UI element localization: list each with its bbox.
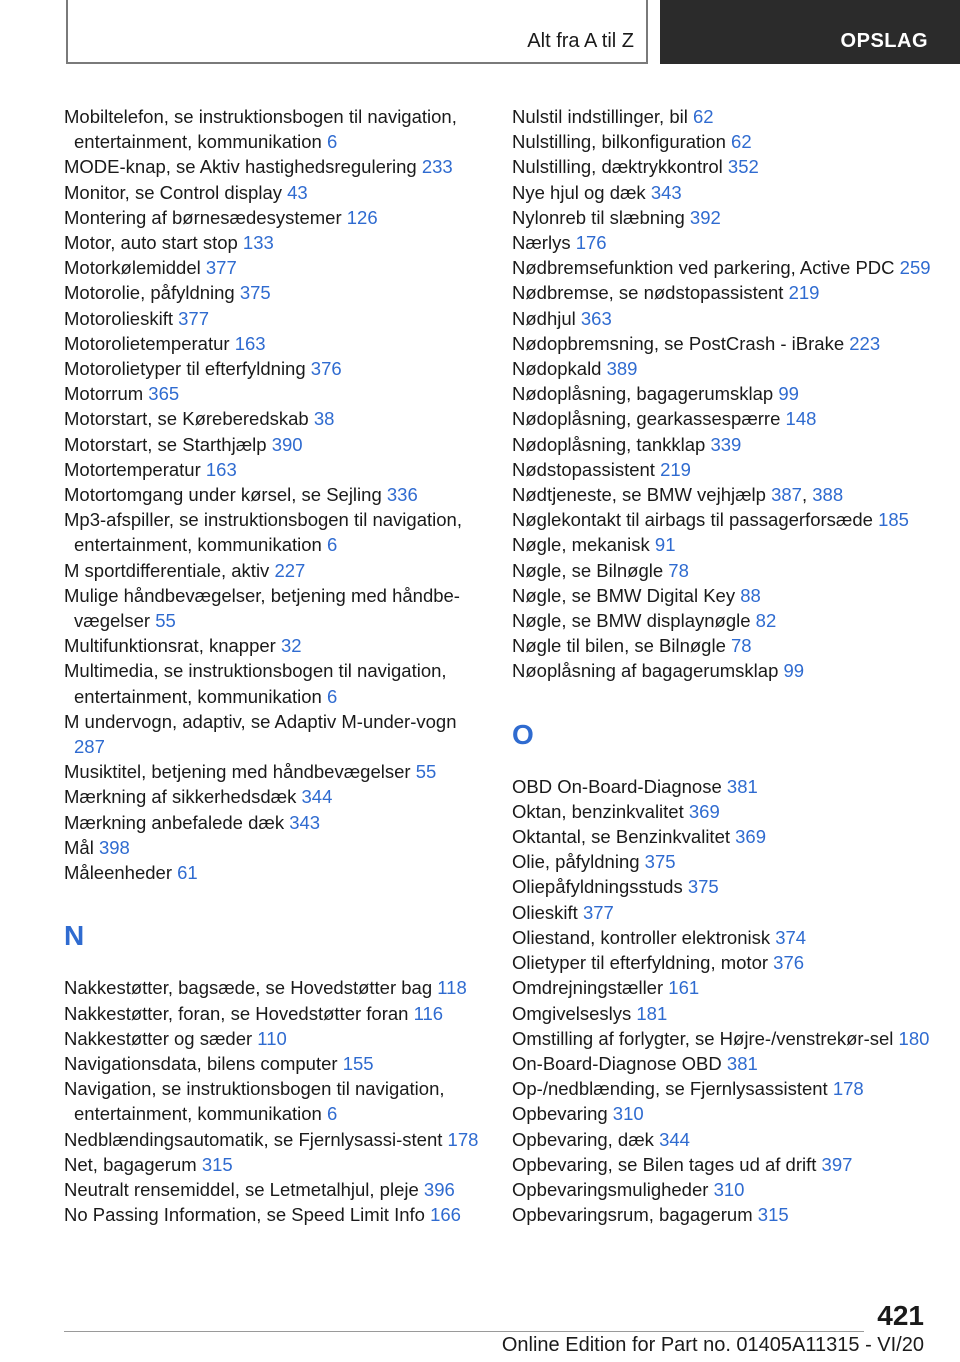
page-ref-link[interactable]: 227 (274, 559, 306, 581)
index-entry (64, 154, 484, 179)
page-ref-link[interactable]: 148 (785, 408, 817, 430)
page-ref-link[interactable]: 163 (234, 332, 266, 354)
index-entry (512, 1001, 932, 1026)
page-ref-link[interactable]: 176 (575, 232, 607, 254)
page-ref-link[interactable]: 32 (280, 635, 302, 657)
index-term: Omdrejningstæller (512, 977, 664, 999)
page-ref-link[interactable]: 343 (289, 811, 321, 833)
index-term: Motorkølemiddel (64, 257, 201, 279)
page-ref-link[interactable]: 116 (413, 1002, 444, 1024)
page-ref-link[interactable]: 376 (773, 952, 805, 974)
index-entry (512, 104, 932, 129)
index-term: Nødhjul (512, 307, 576, 329)
index-term: Olieskift (512, 901, 578, 923)
index-entry (512, 608, 932, 633)
page-ref-link[interactable]: 375 (687, 876, 719, 898)
index-term: Nedblændingsautomatik, se Fjernlysassi-stent (64, 1128, 443, 1150)
chapter-title: Alt fra A til Z (527, 30, 634, 52)
index-term: Motorolie, påfyldning (64, 282, 235, 304)
index-entry (64, 255, 484, 280)
index-entry (64, 860, 484, 885)
index-term: Mærkning af sikkerhedsdæk (64, 786, 297, 808)
index-entry (512, 1051, 932, 1076)
index-entry (512, 532, 932, 557)
index-term: Nakkestøtter, bagsæde, se Hovedstøtter bag (64, 977, 433, 999)
index-term: Motorstart, se Køreberedskab (64, 408, 309, 430)
page-ref-link[interactable]: 375 (644, 851, 676, 873)
page-ref-link[interactable]: 259 (899, 257, 931, 279)
index-entry (512, 255, 932, 280)
page-ref-link[interactable]: 377 (582, 901, 614, 923)
index-column-right (512, 104, 932, 1227)
index-entry (512, 1177, 932, 1202)
index-term: Montering af børnesædesystemer (64, 206, 342, 228)
page-ref-link[interactable]: 377 (205, 257, 237, 279)
index-term: Olie, påfyldning (512, 851, 640, 873)
index-term: Nye hjul og dæk (512, 181, 646, 203)
section-label: OPSLAG (840, 30, 928, 52)
index-term: Nødopkald (512, 358, 602, 380)
index-term: Opbevaringsmuligheder (512, 1178, 709, 1200)
index-entry (64, 1152, 484, 1177)
index-entry (64, 230, 484, 255)
index-term: Mærkning anbefalede dæk (64, 811, 285, 833)
index-entry (64, 975, 484, 1000)
page-ref-link[interactable]: 118 (437, 977, 467, 999)
index-term: Op-/nedblænding, se Fjernlysassistent (512, 1078, 828, 1100)
index-entry (64, 1026, 484, 1051)
index-term: Musiktitel, betjening med håndbevægelser (64, 761, 411, 783)
index-entry (512, 658, 932, 683)
index-entry (64, 482, 484, 507)
page-ref-link[interactable]: 99 (778, 383, 799, 405)
page-ref-link[interactable]: 343 (650, 181, 682, 203)
page-ref-link[interactable]: 339 (710, 433, 742, 455)
index-term: Oktantal, se Benzinkvalitet (512, 826, 730, 848)
index-entry (64, 331, 484, 356)
page-ref-link[interactable]: 376 (310, 358, 342, 380)
index-term: Nøoplåsning af bagagerumsklap (512, 660, 779, 682)
index-entry (512, 1202, 932, 1227)
section-badge (660, 0, 960, 64)
page-ref-link[interactable]: 396 (423, 1178, 455, 1200)
index-entry (512, 1026, 932, 1051)
page-ref-link[interactable]: 185 (878, 509, 909, 531)
index-entry (64, 1177, 484, 1202)
index-entry (512, 356, 932, 381)
page-ref-link[interactable]: 344 (659, 1128, 690, 1150)
index-term: Multimedia, se instruktionsbogen til navigation, entertainment, kommunikation (64, 660, 447, 707)
index-entry (64, 507, 484, 557)
index-entry (512, 1152, 932, 1177)
page-ref-link[interactable]: 315 (201, 1153, 233, 1175)
index-entry (64, 457, 484, 482)
page-ref-link[interactable]: 6 (326, 131, 338, 153)
page-ref-link[interactable]: 55 (155, 610, 176, 632)
index-entry (512, 381, 932, 406)
index-entry (512, 583, 932, 608)
index-term: Nulstilling, bilkonfiguration (512, 131, 726, 153)
page-ref-link[interactable]: 178 (832, 1078, 864, 1100)
index-entry (512, 925, 932, 950)
page-ref-link[interactable]: 55 (415, 761, 437, 783)
index-entry (512, 331, 932, 356)
index-term: Nøgle, se BMW Digital Key (512, 584, 736, 606)
page-number: 421 (877, 1300, 924, 1331)
index-term: Motor, auto start stop (64, 232, 238, 254)
index-entry (512, 129, 932, 154)
index-entry (64, 658, 484, 708)
index-term: Olietyper til efterfyldning, motor (512, 952, 769, 974)
index-entry (512, 306, 932, 331)
index-term: Opbevaring (512, 1103, 608, 1125)
index-term: OBD On-Board-Diagnose (512, 775, 722, 797)
index-term: Navigation, se instruktionsbogen til navigation, entertainment, kommunikation (64, 1078, 445, 1125)
page-ref-link[interactable]: 38 (313, 408, 335, 430)
footer-divider (64, 1331, 864, 1332)
index-term: Opbevaring, dæk (512, 1128, 654, 1150)
index-entry (64, 1127, 484, 1152)
page-ref-link[interactable]: 43 (287, 181, 308, 203)
index-entry (64, 558, 484, 583)
index-term: Nødoplåsning, tankklap (512, 433, 706, 455)
page-separator: , (801, 484, 808, 506)
index-entry (64, 1202, 484, 1227)
page-ref-link[interactable]: 88 (740, 584, 761, 606)
index-entry (64, 1051, 484, 1076)
section-spacer (64, 961, 484, 975)
index-entry (512, 1101, 932, 1126)
index-entry (64, 1001, 484, 1026)
section-spacer (512, 760, 932, 774)
page-ref-link[interactable]: 352 (727, 156, 759, 178)
index-entry (64, 306, 484, 331)
page-ref-link[interactable]: 310 (612, 1103, 644, 1125)
index-entry (512, 824, 932, 849)
page-ref-link[interactable]: 126 (346, 206, 378, 228)
index-entry (512, 406, 932, 431)
page-ref-link[interactable]: 78 (668, 559, 689, 581)
page-ref-link[interactable]: 389 (606, 358, 638, 380)
page-ref-link[interactable]: 310 (713, 1178, 745, 1200)
index-term: Multifunktionsrat, knapper (64, 635, 276, 657)
page-ref-link[interactable]: 219 (788, 282, 820, 304)
page-ref-link[interactable]: 374 (775, 926, 807, 948)
page-ref-link[interactable]: 62 (692, 106, 714, 127)
page-ref-link[interactable]: 62 (731, 131, 752, 153)
index-term: On-Board-Diagnose OBD (512, 1052, 722, 1074)
index-column-left (64, 104, 484, 1227)
index-entry (64, 432, 484, 457)
index-entry (512, 975, 932, 1000)
index-term: Nøgle, se BMW displaynøgle (512, 610, 751, 632)
page-ref-link[interactable]: 166 (430, 1204, 461, 1226)
index-entry (64, 810, 484, 835)
page-ref-link[interactable]: 178 (447, 1128, 479, 1150)
page-ref-link[interactable]: 133 (242, 232, 274, 254)
page-ref-link[interactable]: 365 (148, 383, 180, 405)
page-ref-link[interactable]: 181 (636, 1002, 668, 1024)
page-ref-link[interactable]: 99 (783, 660, 805, 682)
page-ref-link[interactable]: 344 (301, 786, 333, 808)
page-ref-link[interactable]: 381 (726, 775, 758, 797)
page-ref-link[interactable]: 233 (421, 156, 453, 178)
index-term: Nødopbremsning, se PostCrash - iBrake (512, 332, 845, 354)
index-term: Nødoplåsning, bagagerumsklap (512, 383, 774, 405)
index-term: Nødstopassistent (512, 458, 655, 480)
index-entry (512, 507, 932, 532)
index-term: Nakkestøtter og sæder (64, 1027, 253, 1049)
index-term: Mobiltelefon, se instruktionsbogen til navigation, entertainment, kommunikation (64, 106, 457, 153)
page-ref-link[interactable]: 180 (898, 1027, 930, 1049)
index-term: Navigationsdata, bilens computer (64, 1052, 338, 1074)
page-ref-link[interactable]: 315 (757, 1204, 789, 1226)
page-ref-link[interactable]: 219 (660, 458, 691, 480)
page-ref-link[interactable]: 381 (726, 1052, 758, 1074)
index-entry (64, 784, 484, 809)
index-term: Monitor, se Control display (64, 181, 282, 203)
page-ref-link[interactable]: 161 (668, 977, 700, 999)
page-ref-link[interactable]: 397 (821, 1153, 853, 1175)
index-term: No Passing Information, se Speed Limit Info (64, 1204, 425, 1226)
index-term: M undervogn, adaptiv, se Adaptiv M-under-vogn (64, 710, 457, 732)
page-ref-link[interactable]: 387 (771, 484, 802, 506)
page-ref-link[interactable]: 392 (689, 206, 721, 228)
index-entry (512, 180, 932, 205)
page-ref-link[interactable]: 336 (386, 484, 418, 506)
index-entry (64, 633, 484, 658)
index-entry (64, 356, 484, 381)
index-entry (64, 104, 484, 154)
index-entry (64, 406, 484, 431)
index-term: Nærlys (512, 232, 571, 254)
page-ref-link[interactable]: 155 (342, 1052, 374, 1074)
page-ref-link[interactable]: 6 (326, 1103, 338, 1125)
index-entry (64, 280, 484, 305)
page-ref-link[interactable]: 91 (654, 534, 676, 556)
index-entry (512, 280, 932, 305)
index-term: Mp3-afspiller, se instruktionsbogen til navigation, entertainment, kommunikation (64, 509, 462, 556)
index-term: Oktan, benzinkvalitet (512, 800, 684, 822)
page-ref-link[interactable]: 61 (177, 862, 198, 884)
index-entry (512, 1127, 932, 1152)
page-ref-link[interactable]: 287 (74, 736, 105, 758)
page-ref-link[interactable]: 6 (326, 685, 338, 707)
index-entry (512, 774, 932, 799)
index-entry (512, 558, 932, 583)
index-entry (512, 633, 932, 658)
footer-edition: Online Edition for Part no. 01405A11315 - VI/20 (501, 1334, 924, 1356)
index-entry (512, 482, 932, 507)
index-term: Omgivelseslys (512, 1002, 632, 1024)
index-term: Nøglekontakt til airbags til passagerforsæde (512, 509, 873, 531)
index-entry (64, 583, 484, 633)
header-tab (66, 0, 648, 64)
index-entry (64, 205, 484, 230)
index-entry (64, 709, 484, 759)
index-entry (512, 1076, 932, 1101)
index-entry (512, 950, 932, 975)
index-term: MODE-knap, se Aktiv hastighedsregulering (64, 156, 417, 178)
page-ref-link[interactable]: 398 (98, 836, 130, 858)
index-term: Motorolieskift (64, 307, 173, 329)
page-ref-link[interactable]: 377 (178, 307, 209, 329)
page-ref-link[interactable]: 223 (849, 332, 881, 354)
page-ref-link[interactable]: 78 (731, 635, 752, 657)
index-term: Nulstilling, dæktrykkontrol (512, 156, 723, 178)
index-term: Net, bagagerum (64, 1153, 197, 1175)
index-term: Nødoplåsning, gearkassespærre (512, 408, 781, 430)
index-term: Mål (64, 836, 94, 858)
index-term: Motorolietemperatur (64, 332, 230, 354)
index-term: Opbevaring, se Bilen tages ud af drift (512, 1153, 817, 1175)
page-ref-link[interactable]: 6 (326, 534, 338, 556)
index-entry (512, 849, 932, 874)
index-term: Oliestand, kontroller elektronisk (512, 926, 771, 948)
index-term: Oliepåfyldningsstuds (512, 876, 683, 898)
section-spacer (64, 885, 484, 899)
page-ref-link[interactable]: 390 (271, 433, 303, 455)
index-entry (64, 759, 484, 784)
index-term: Omstilling af forlygter, se Højre-/venstrekør-sel (512, 1027, 894, 1049)
page-ref-link[interactable]: 82 (755, 610, 777, 632)
index-entry (512, 205, 932, 230)
index-term: Neutralt rensemiddel, se Letmetalhjul, pleje (64, 1178, 419, 1200)
page-ref-link[interactable]: 369 (735, 826, 767, 848)
index-term: Nødbremsefunktion ved parkering, Active PDC (512, 257, 895, 279)
index-term: Opbevaringsrum, bagagerum (512, 1204, 753, 1226)
page-ref-link[interactable]: 110 (257, 1027, 287, 1049)
page-ref-link[interactable]: 388 (812, 484, 844, 506)
index-entry (64, 381, 484, 406)
index-term: Måleenheder (64, 862, 172, 884)
page-header (0, 0, 960, 64)
page-ref-link[interactable]: 375 (239, 282, 271, 304)
index-term: Nøgle til bilen, se Bilnøgle (512, 635, 726, 657)
index-term: Nakkestøtter, foran, se Hovedstøtter foran (64, 1002, 409, 1024)
index-term: Motortomgang under kørsel, se Sejling (64, 484, 382, 506)
index-term: Motorrum (64, 383, 144, 405)
page-ref-link[interactable]: 369 (688, 800, 720, 822)
page-ref-link[interactable]: 363 (580, 307, 612, 329)
index-entry (512, 874, 932, 899)
index-entry (64, 1076, 484, 1126)
index-term: M sportdifferentiale, aktiv (64, 559, 270, 581)
index-entry (512, 799, 932, 824)
index-entry (512, 457, 932, 482)
index-letter-heading: N (64, 920, 85, 952)
index-term: Nødbremse, se nødstopassistent (512, 282, 784, 304)
index-term: Mulige håndbevægelser, betjening med håndbe-vægelser (64, 584, 460, 632)
index-entry (512, 432, 932, 457)
index-entry (512, 230, 932, 255)
page-ref-link[interactable]: 163 (205, 458, 237, 480)
index-entry (512, 900, 932, 925)
index-term: Nøgle, mekanisk (512, 534, 650, 556)
section-spacer (512, 684, 932, 698)
index-entry (64, 835, 484, 860)
index-entry (64, 180, 484, 205)
index-letter-heading: O (512, 718, 534, 750)
index-term: Nødtjeneste, se BMW vejhjælp (512, 484, 766, 506)
index-term: Motorolietyper til efterfyldning (64, 358, 306, 380)
index-term: Motortemperatur (64, 458, 201, 480)
index-term: Nøgle, se Bilnøgle (512, 559, 664, 581)
index-term: Nulstil indstillinger, bil (512, 106, 688, 127)
index-entry (512, 154, 932, 179)
index-term: Nylonreb til slæbning (512, 206, 685, 228)
index-term: Motorstart, se Starthjælp (64, 433, 267, 455)
